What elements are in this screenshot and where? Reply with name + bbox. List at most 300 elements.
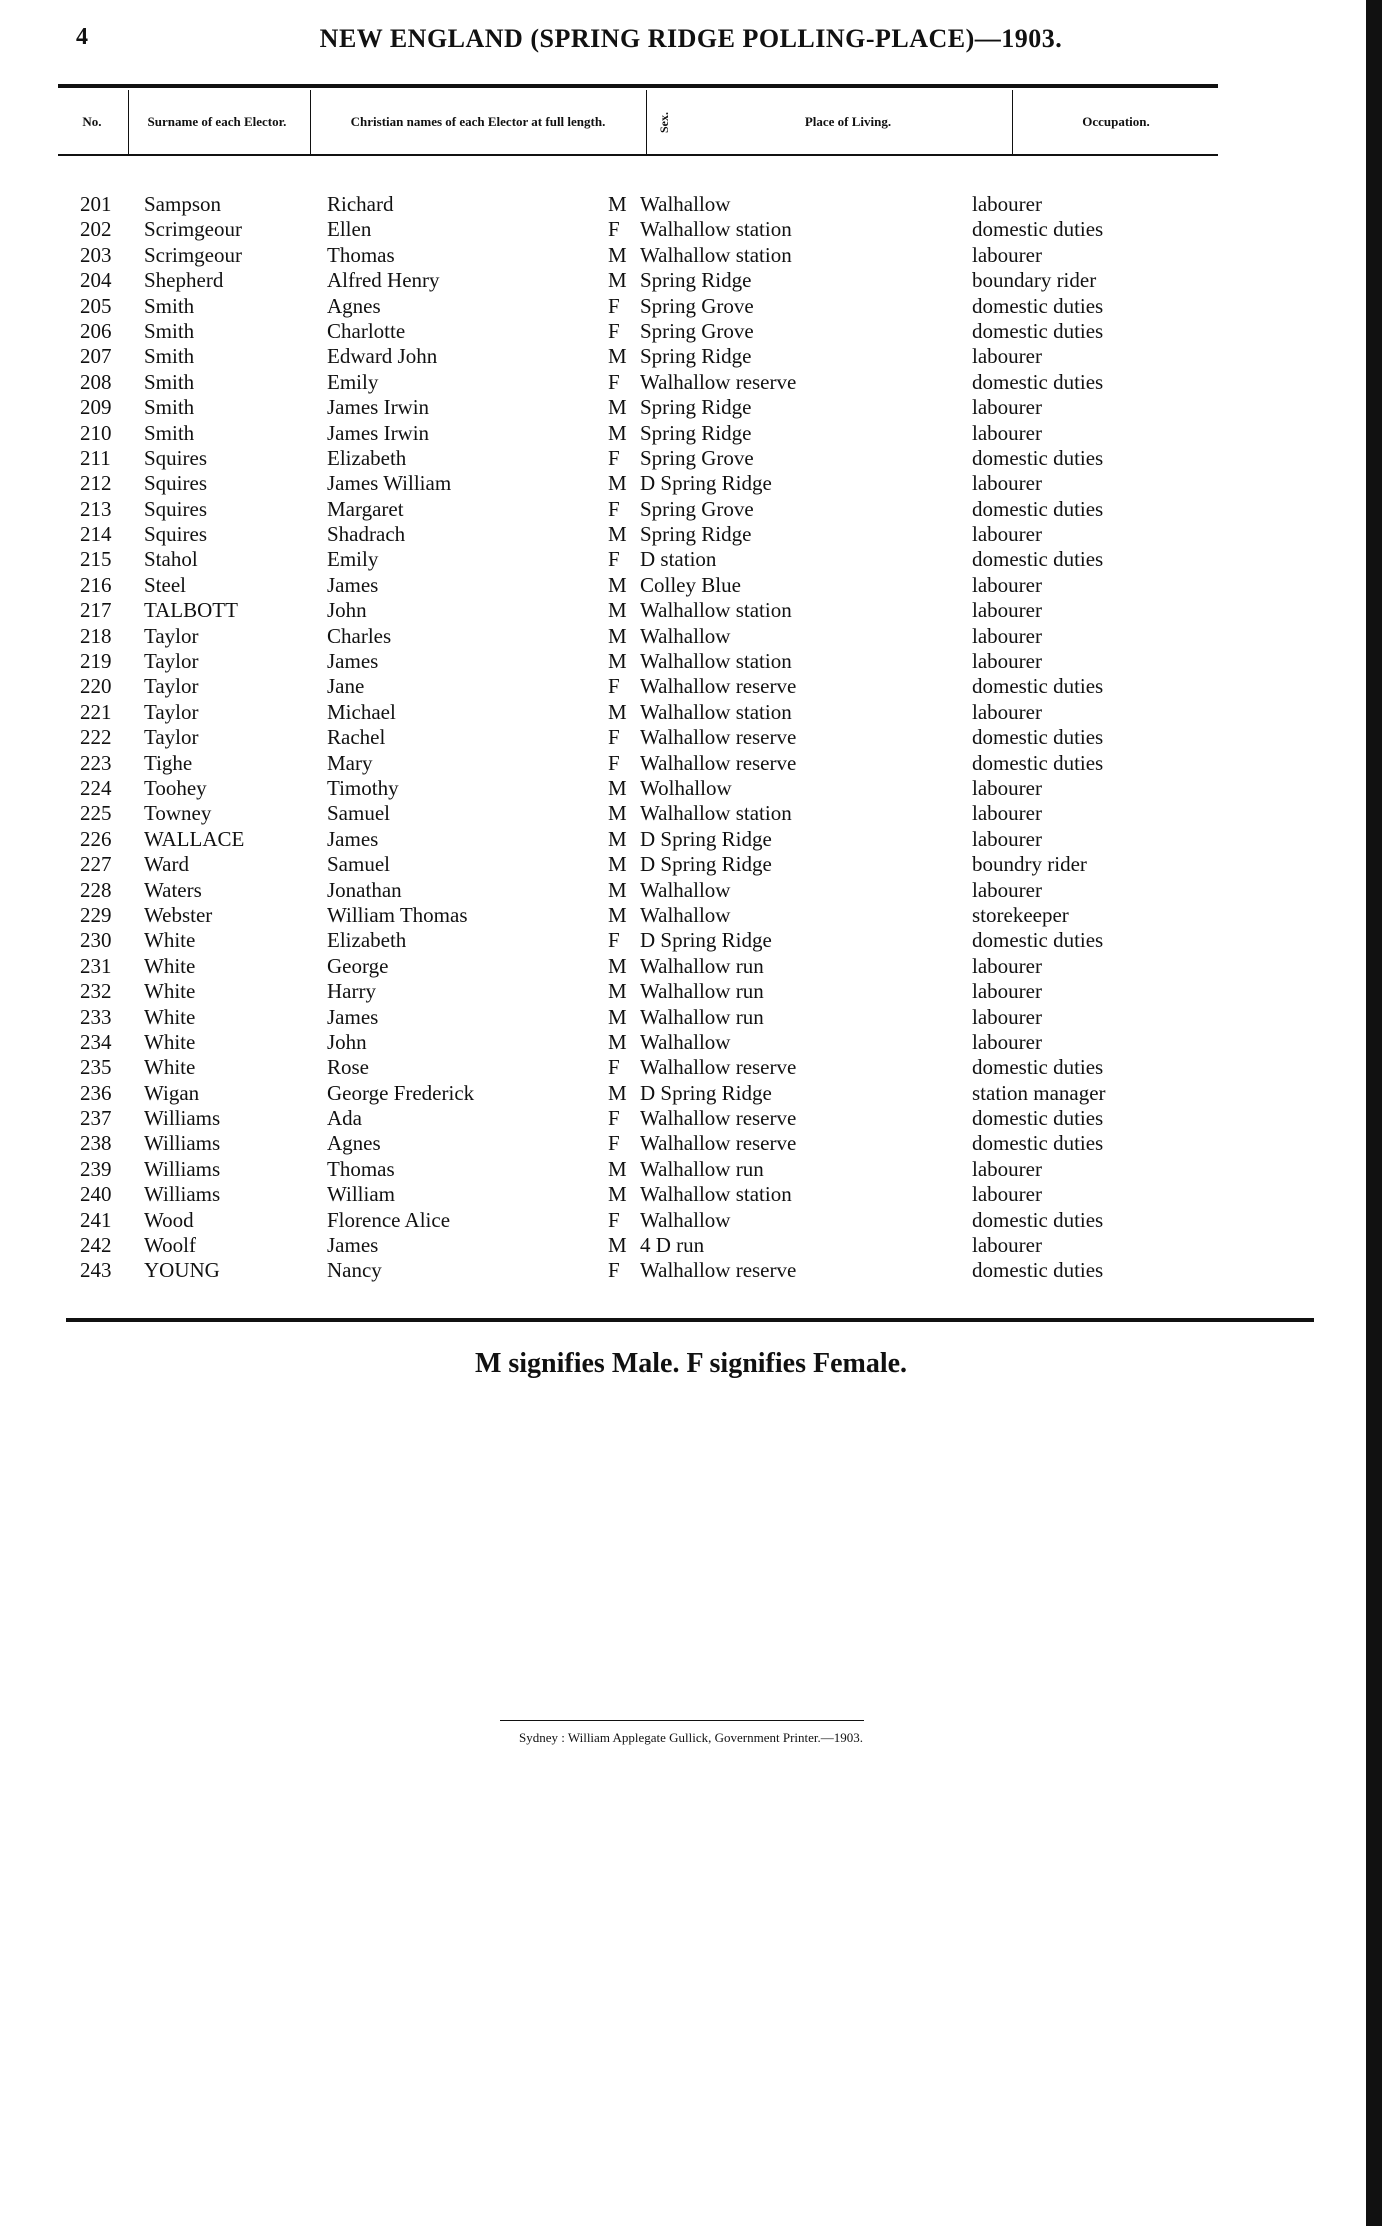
elector-christian: Samuel xyxy=(327,801,390,826)
elector-no: 202 xyxy=(80,217,112,242)
elector-place: Walhallow station xyxy=(640,649,792,674)
elector-surname: Williams xyxy=(144,1156,221,1181)
elector-row xyxy=(0,1005,1382,1030)
column-header-place: Place of Living. xyxy=(804,113,892,129)
elector-sex: F xyxy=(608,1258,620,1283)
elector-surname: Squires xyxy=(144,471,207,496)
elector-no: 235 xyxy=(80,1055,112,1080)
elector-christian: John xyxy=(327,598,367,623)
elector-surname: Smith xyxy=(144,293,195,318)
elector-surname: Squires xyxy=(144,522,207,547)
elector-sex: M xyxy=(608,699,627,724)
elector-row xyxy=(0,1055,1382,1080)
elector-sex: M xyxy=(608,852,627,877)
elector-row xyxy=(0,776,1382,801)
elector-christian: Ellen xyxy=(327,217,372,242)
elector-occupation: labourer xyxy=(972,699,1042,724)
elector-sex: M xyxy=(608,1156,627,1181)
elector-no: 224 xyxy=(80,775,112,800)
elector-surname: Towney xyxy=(144,801,212,826)
elector-surname: White xyxy=(144,1029,196,1054)
elector-sex: M xyxy=(608,395,627,420)
elector-no: 223 xyxy=(80,750,112,775)
elector-no: 213 xyxy=(80,496,112,521)
elector-place: Walhallow run xyxy=(640,979,764,1004)
elector-place: D Spring Ridge xyxy=(640,928,772,953)
elector-surname: White xyxy=(144,953,196,978)
elector-surname: WALLACE xyxy=(144,826,245,851)
elector-no: 219 xyxy=(80,649,112,674)
elector-no: 221 xyxy=(80,699,112,724)
elector-place: Walhallow station xyxy=(640,801,792,826)
elector-occupation: domestic duties xyxy=(972,1207,1104,1232)
page-edge xyxy=(1366,0,1382,2226)
elector-place: Walhallow xyxy=(640,623,731,648)
elector-no: 226 xyxy=(80,826,112,851)
elector-sex: F xyxy=(608,750,620,775)
elector-row xyxy=(0,979,1382,1004)
elector-christian: Samuel xyxy=(327,852,390,877)
elector-no: 203 xyxy=(80,242,112,267)
elector-place: Walhallow xyxy=(640,192,731,216)
elector-occupation: labourer xyxy=(972,953,1042,978)
elector-sex: M xyxy=(608,192,627,216)
column-divider xyxy=(1012,90,1013,154)
elector-occupation: domestic duties xyxy=(972,1055,1104,1080)
elector-occupation: domestic duties xyxy=(972,1258,1104,1283)
elector-no: 216 xyxy=(80,572,112,597)
elector-row xyxy=(0,1258,1382,1283)
elector-place: Walhallow reserve xyxy=(640,674,797,699)
elector-occupation: labourer xyxy=(972,1029,1042,1054)
elector-surname: Scrimgeour xyxy=(144,242,242,267)
elector-christian: Margaret xyxy=(327,496,404,521)
elector-christian: Thomas xyxy=(327,242,395,267)
elector-place: D Spring Ridge xyxy=(640,826,772,851)
column-divider xyxy=(310,90,311,154)
elector-sex: F xyxy=(608,674,620,699)
elector-occupation: labourer xyxy=(972,979,1042,1004)
elector-sex: M xyxy=(608,242,627,267)
column-header-sex-label: Sex. xyxy=(657,111,672,133)
elector-sex: F xyxy=(608,928,620,953)
elector-no: 205 xyxy=(80,293,112,318)
elector-sex: F xyxy=(608,318,620,343)
elector-place: Walhallow reserve xyxy=(640,1106,797,1131)
elector-christian: William xyxy=(327,1182,395,1207)
elector-surname: Wigan xyxy=(144,1080,200,1105)
elector-sex: M xyxy=(608,522,627,547)
elector-sex: M xyxy=(608,1029,627,1054)
top-rule xyxy=(58,84,1218,88)
elector-occupation: domestic duties xyxy=(972,293,1104,318)
elector-row xyxy=(0,192,1382,217)
elector-christian: Charlotte xyxy=(327,318,406,343)
elector-place: Walhallow run xyxy=(640,1156,764,1181)
elector-christian: Mary xyxy=(327,750,373,775)
elector-sex: M xyxy=(608,598,627,623)
elector-surname: Stahol xyxy=(144,547,198,572)
elector-no: 227 xyxy=(80,852,112,877)
elector-sex: M xyxy=(608,902,627,927)
elector-place: Walhallow reserve xyxy=(640,750,797,775)
elector-christian: Rose xyxy=(327,1055,369,1080)
elector-christian: Nancy xyxy=(327,1258,382,1283)
elector-row xyxy=(0,319,1382,344)
elector-row xyxy=(0,1106,1382,1131)
elector-no: 212 xyxy=(80,471,112,496)
elector-occupation: labourer xyxy=(972,801,1042,826)
elector-christian: Ada xyxy=(327,1106,362,1131)
elector-place: Spring Ridge xyxy=(640,522,752,547)
elector-place: Walhallow xyxy=(640,902,731,927)
elector-place: Walhallow run xyxy=(640,1004,764,1029)
elector-christian: Agnes xyxy=(327,1131,381,1156)
elector-occupation: domestic duties xyxy=(972,318,1104,343)
elector-occupation: labourer xyxy=(972,877,1042,902)
elector-surname: Williams xyxy=(144,1131,221,1156)
elector-place: Walhallow reserve xyxy=(640,369,797,394)
elector-occupation: labourer xyxy=(972,1004,1042,1029)
elector-sex: M xyxy=(608,979,627,1004)
elector-occupation: domestic duties xyxy=(972,928,1104,953)
elector-sex: F xyxy=(608,496,620,521)
elector-row xyxy=(0,1182,1382,1207)
elector-place: D station xyxy=(640,547,717,572)
elector-christian: James xyxy=(327,1004,379,1029)
elector-row xyxy=(0,674,1382,699)
elector-occupation: labourer xyxy=(972,471,1042,496)
elector-row xyxy=(0,344,1382,369)
elector-row xyxy=(0,903,1382,928)
printer-imprint: Sydney : William Applegate Gullick, Government Printer.—1903. xyxy=(518,1730,864,1745)
elector-surname: Scrimgeour xyxy=(144,217,242,242)
elector-occupation: domestic duties xyxy=(972,547,1104,572)
elector-surname: Smith xyxy=(144,369,195,394)
elector-sex: M xyxy=(608,1182,627,1207)
elector-place: Walhallow station xyxy=(640,699,792,724)
elector-christian: John xyxy=(327,1029,367,1054)
elector-occupation: labourer xyxy=(972,344,1042,369)
elector-row xyxy=(0,1081,1382,1106)
elector-row xyxy=(0,243,1382,268)
elector-surname: White xyxy=(144,928,196,953)
elector-row xyxy=(0,1157,1382,1182)
elector-list xyxy=(0,192,1382,1284)
column-divider xyxy=(646,90,647,154)
column-header-sex xyxy=(648,90,682,154)
elector-sex: M xyxy=(608,623,627,648)
elector-surname: White xyxy=(144,1004,196,1029)
elector-place: Spring Ridge xyxy=(640,420,752,445)
elector-place: Walhallow run xyxy=(640,953,764,978)
elector-no: 217 xyxy=(80,598,112,623)
elector-sex: F xyxy=(608,725,620,750)
elector-row xyxy=(0,522,1382,547)
elector-place: Walhallow reserve xyxy=(640,725,797,750)
elector-place: Walhallow station xyxy=(640,598,792,623)
elector-row xyxy=(0,954,1382,979)
elector-no: 220 xyxy=(80,674,112,699)
printer-rule xyxy=(500,1720,864,1721)
elector-occupation: domestic duties xyxy=(972,496,1104,521)
elector-place: Spring Grove xyxy=(640,445,754,470)
elector-place: Walhallow reserve xyxy=(640,1055,797,1080)
elector-row xyxy=(0,1030,1382,1055)
elector-sex: F xyxy=(608,217,620,242)
elector-occupation: storekeeper xyxy=(972,902,1069,927)
elector-occupation: labourer xyxy=(972,1156,1042,1181)
elector-place: 4 D run xyxy=(640,1233,705,1258)
elector-no: 228 xyxy=(80,877,112,902)
elector-no: 222 xyxy=(80,725,112,750)
elector-surname: Taylor xyxy=(144,725,199,750)
elector-christian: James xyxy=(327,1233,379,1258)
elector-occupation: labourer xyxy=(972,395,1042,420)
elector-row xyxy=(0,624,1382,649)
column-header-no: No. xyxy=(82,113,102,129)
elector-no: 201 xyxy=(80,192,112,216)
elector-christian: Emily xyxy=(327,369,379,394)
elector-no: 208 xyxy=(80,369,112,394)
column-header-row xyxy=(58,90,1218,154)
elector-occupation: domestic duties xyxy=(972,445,1104,470)
elector-christian: Rachel xyxy=(327,725,386,750)
elector-sex: M xyxy=(608,471,627,496)
elector-surname: Toohey xyxy=(144,775,207,800)
elector-no: 243 xyxy=(80,1258,112,1283)
elector-christian: Thomas xyxy=(327,1156,395,1181)
elector-no: 240 xyxy=(80,1182,112,1207)
elector-place: Colley Blue xyxy=(640,572,741,597)
elector-sex: F xyxy=(608,445,620,470)
elector-sex: F xyxy=(608,1207,620,1232)
elector-row xyxy=(0,827,1382,852)
elector-surname: Sampson xyxy=(144,192,222,216)
elector-christian: James xyxy=(327,649,379,674)
elector-row xyxy=(0,446,1382,471)
elector-no: 233 xyxy=(80,1004,112,1029)
column-header-occupation: Occupation. xyxy=(1082,113,1150,129)
elector-no: 232 xyxy=(80,979,112,1004)
elector-christian: James Irwin xyxy=(327,420,430,445)
elector-place: D Spring Ridge xyxy=(640,1080,772,1105)
elector-occupation: labourer xyxy=(972,572,1042,597)
elector-place: Walhallow reserve xyxy=(640,1258,797,1283)
elector-christian: James xyxy=(327,572,379,597)
elector-row xyxy=(0,471,1382,496)
elector-sex: M xyxy=(608,826,627,851)
elector-sex: M xyxy=(608,801,627,826)
elector-sex: M xyxy=(608,1233,627,1258)
elector-place: D Spring Ridge xyxy=(640,852,772,877)
elector-surname: Smith xyxy=(144,344,195,369)
elector-no: 211 xyxy=(80,445,111,470)
elector-row xyxy=(0,801,1382,826)
elector-row xyxy=(0,928,1382,953)
page-title: NEW ENGLAND (SPRING RIDGE POLLING-PLACE)—1903. xyxy=(319,24,1063,53)
elector-sex: M xyxy=(608,877,627,902)
elector-no: 210 xyxy=(80,420,112,445)
elector-no: 238 xyxy=(80,1131,112,1156)
elector-row xyxy=(0,751,1382,776)
elector-surname: Taylor xyxy=(144,699,199,724)
elector-christian: Emily xyxy=(327,547,379,572)
elector-occupation: labourer xyxy=(972,192,1042,216)
bottom-rule xyxy=(66,1318,1314,1322)
elector-no: 242 xyxy=(80,1233,112,1258)
elector-no: 237 xyxy=(80,1106,112,1131)
elector-christian: Shadrach xyxy=(327,522,406,547)
elector-occupation: station manager xyxy=(972,1080,1106,1105)
elector-no: 231 xyxy=(80,953,112,978)
elector-surname: Webster xyxy=(144,902,213,927)
elector-christian: James William xyxy=(327,471,452,496)
elector-place: Walhallow station xyxy=(640,217,792,242)
elector-no: 241 xyxy=(80,1207,112,1232)
elector-no: 229 xyxy=(80,902,112,927)
elector-surname: Shepherd xyxy=(144,268,224,293)
elector-no: 236 xyxy=(80,1080,112,1105)
elector-occupation: labourer xyxy=(972,623,1042,648)
elector-place: Spring Grove xyxy=(640,496,754,521)
elector-surname: TALBOTT xyxy=(144,598,238,623)
elector-christian: Elizabeth xyxy=(327,928,407,953)
elector-christian: Jonathan xyxy=(327,877,402,902)
elector-row xyxy=(0,268,1382,293)
elector-christian: Agnes xyxy=(327,293,381,318)
elector-row xyxy=(0,421,1382,446)
column-header-surname: Surname of each Elector. xyxy=(147,113,287,129)
elector-no: 206 xyxy=(80,318,112,343)
elector-christian: Michael xyxy=(327,699,396,724)
elector-occupation: labourer xyxy=(972,420,1042,445)
elector-christian: Richard xyxy=(327,192,394,216)
elector-row xyxy=(0,547,1382,572)
elector-no: 214 xyxy=(80,522,112,547)
elector-occupation: labourer xyxy=(972,826,1042,851)
elector-place: Walhallow xyxy=(640,877,731,902)
elector-occupation: boundry rider xyxy=(972,852,1087,877)
elector-occupation: labourer xyxy=(972,522,1042,547)
elector-surname: Ward xyxy=(144,852,189,877)
elector-row xyxy=(0,598,1382,623)
elector-surname: White xyxy=(144,1055,196,1080)
elector-surname: Williams xyxy=(144,1106,221,1131)
elector-surname: Smith xyxy=(144,420,195,445)
elector-surname: White xyxy=(144,979,196,1004)
elector-surname: Steel xyxy=(144,572,186,597)
elector-row xyxy=(0,395,1382,420)
elector-christian: Alfred Henry xyxy=(327,268,440,293)
elector-occupation: domestic duties xyxy=(972,369,1104,394)
elector-row xyxy=(0,725,1382,750)
elector-sex: M xyxy=(608,268,627,293)
elector-sex: M xyxy=(608,420,627,445)
elector-surname: Smith xyxy=(144,318,195,343)
elector-occupation: labourer xyxy=(972,242,1042,267)
elector-christian: George xyxy=(327,953,389,978)
elector-christian: Edward John xyxy=(327,344,438,369)
elector-sex: M xyxy=(608,649,627,674)
elector-christian: Elizabeth xyxy=(327,445,407,470)
elector-no: 207 xyxy=(80,344,112,369)
header-rule xyxy=(58,154,1218,156)
elector-sex: M xyxy=(608,344,627,369)
elector-row xyxy=(0,649,1382,674)
elector-row xyxy=(0,1233,1382,1258)
elector-row xyxy=(0,573,1382,598)
elector-place: Wolhallow xyxy=(640,775,732,800)
elector-row xyxy=(0,700,1382,725)
elector-place: Spring Grove xyxy=(640,293,754,318)
elector-christian: Jane xyxy=(327,674,365,699)
elector-sex: F xyxy=(608,1106,620,1131)
elector-christian: James Irwin xyxy=(327,395,430,420)
elector-no: 239 xyxy=(80,1156,112,1181)
elector-sex: F xyxy=(608,1055,620,1080)
elector-occupation: labourer xyxy=(972,649,1042,674)
elector-row xyxy=(0,1131,1382,1156)
elector-row xyxy=(0,852,1382,877)
elector-occupation: domestic duties xyxy=(972,750,1104,775)
elector-no: 234 xyxy=(80,1029,112,1054)
elector-surname: Smith xyxy=(144,395,195,420)
elector-occupation: domestic duties xyxy=(972,725,1104,750)
elector-occupation: labourer xyxy=(972,598,1042,623)
elector-place: Walhallow xyxy=(640,1029,731,1054)
elector-occupation: domestic duties xyxy=(972,1106,1104,1131)
elector-row xyxy=(0,294,1382,319)
elector-place: Walhallow station xyxy=(640,242,792,267)
elector-place: Spring Ridge xyxy=(640,268,752,293)
elector-surname: Taylor xyxy=(144,623,199,648)
elector-row xyxy=(0,878,1382,903)
elector-christian: Harry xyxy=(327,979,376,1004)
elector-christian: Charles xyxy=(327,623,392,648)
elector-sex: M xyxy=(608,1080,627,1105)
elector-sex: F xyxy=(608,369,620,394)
elector-sex: M xyxy=(608,775,627,800)
elector-occupation: labourer xyxy=(972,1182,1042,1207)
elector-occupation: domestic duties xyxy=(972,217,1104,242)
elector-no: 218 xyxy=(80,623,112,648)
elector-row xyxy=(0,497,1382,522)
elector-occupation: domestic duties xyxy=(972,674,1104,699)
elector-surname: Tighe xyxy=(144,750,193,775)
elector-no: 204 xyxy=(80,268,112,293)
elector-surname: YOUNG xyxy=(144,1258,220,1283)
elector-row xyxy=(0,370,1382,395)
elector-surname: Taylor xyxy=(144,674,199,699)
elector-row xyxy=(0,217,1382,242)
elector-place: D Spring Ridge xyxy=(640,471,772,496)
elector-surname: Williams xyxy=(144,1182,221,1207)
elector-christian: James xyxy=(327,826,379,851)
elector-occupation: domestic duties xyxy=(972,1131,1104,1156)
elector-surname: Squires xyxy=(144,445,207,470)
elector-occupation: labourer xyxy=(972,1233,1042,1258)
elector-no: 225 xyxy=(80,801,112,826)
sex-legend: M signifies Male. F signifies Female. xyxy=(474,1348,908,1379)
elector-sex: M xyxy=(608,953,627,978)
elector-sex: F xyxy=(608,1131,620,1156)
elector-place: Spring Ridge xyxy=(640,344,752,369)
elector-occupation: labourer xyxy=(972,775,1042,800)
elector-christian: Timothy xyxy=(327,775,399,800)
elector-row xyxy=(0,1208,1382,1233)
elector-sex: M xyxy=(608,572,627,597)
